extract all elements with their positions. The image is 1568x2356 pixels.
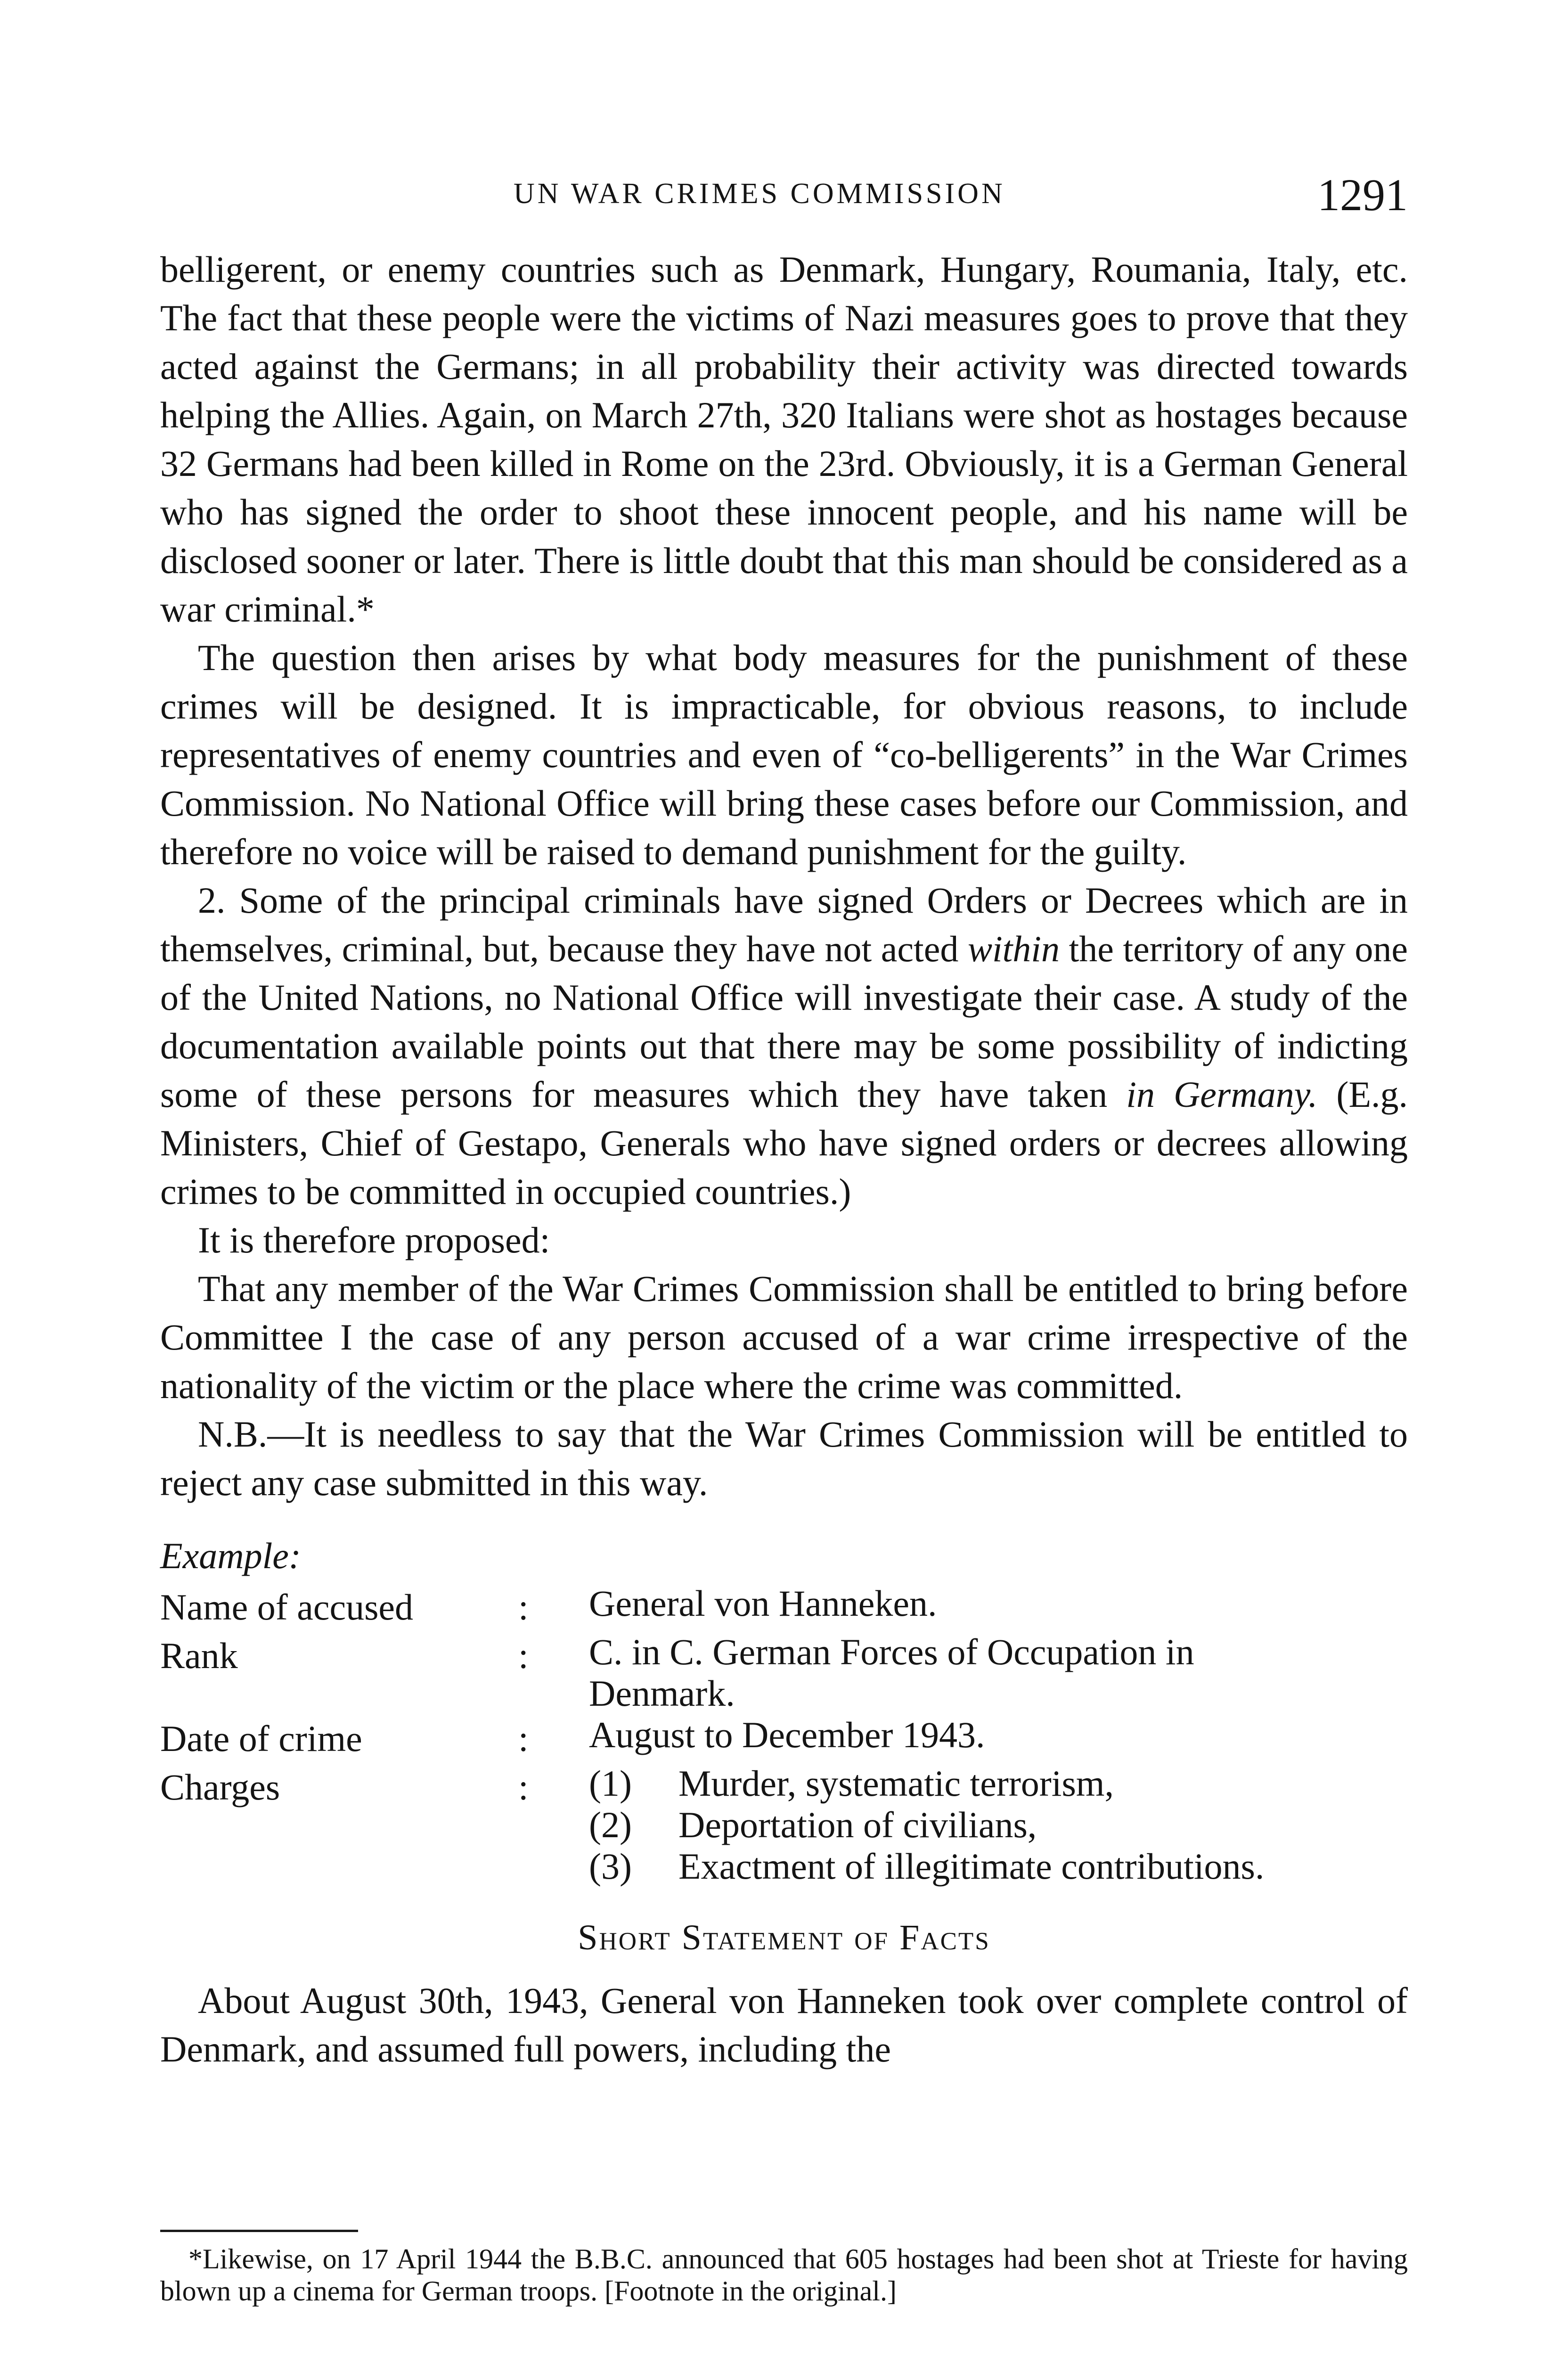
footnote-rule	[160, 2230, 358, 2232]
charge-number: (1)	[589, 1763, 632, 1804]
colon: :	[518, 1767, 529, 1808]
paragraph-3-part-c: (E.g. Ministers, Chief of Gestapo, Generals who have signed orders or decrees allowing crimes to be committed in occupied countries.)	[160, 1074, 1408, 1212]
charge-number: (2)	[589, 1804, 632, 1845]
section-paragraph: About August 30th, 1943, General von Hanneken took over complete control of Denmark, and assumed full powers, including the	[160, 1980, 1408, 2070]
rank-value	[589, 1631, 1408, 1714]
paragraph-2: The question then arises by what body measures for the punishment of these crimes will be designed. It is impracticable, for obvious reasons, to include representatives of enemy countries and even of “co-belligerents” in the War Crimes Commission. No National Office will bring these cases before our Commission, and therefore no voice will be raised to demand punishment for the guilty.	[160, 637, 1408, 872]
colon: :	[518, 1635, 529, 1676]
paragraph-6: N.B.—It is needless to say that the War Crimes Commission will be entitled to reject any case submitted in this way.	[160, 1414, 1408, 1503]
example-table	[160, 1583, 1408, 1887]
paragraph-3-part-a: 2. Some of the principal criminals have signed Orders or Decrees which are in themselves, criminal, but, because they have not acted	[160, 880, 1408, 969]
name-of-accused-value: General von Hanneken.	[589, 1583, 937, 1624]
page-number: 1291	[1317, 170, 1408, 220]
paragraph-1: belligerent, or enemy countries such as Denmark, Hungary, Roumania, Italy, etc. The fact that these people were the victims of Nazi measures goes to prove that they acted against the Germans; in all probability their activity was directed towards helping the Allies. Again, on March 27th, 320 Italians were shot as hostages because 32 Germans had been killed in Rome on the 23rd. Obviously, it is a German General who has signed the order to shoot these innocent people, and his name will be disclosed sooner or later. There is little doubt that this man should be considered as a war criminal.*	[160, 249, 1408, 630]
colon: :	[518, 1587, 529, 1628]
rank-value-line-2: Denmark.	[589, 1673, 735, 1714]
table-row-date	[160, 1714, 1408, 1763]
charge-text: Murder, systematic terrorism,	[678, 1763, 1114, 1804]
colon: :	[518, 1718, 529, 1759]
table-row-rank	[160, 1631, 1408, 1714]
page-header	[160, 169, 1408, 225]
running-head: UN WAR CRIMES COMMISSION	[514, 178, 1005, 210]
charge-text: Deportation of civilians,	[678, 1804, 1037, 1845]
paragraph-4: It is therefore proposed:	[198, 1219, 550, 1260]
rank-value-line-1: C. in C. German Forces of Occupation in	[589, 1631, 1194, 1672]
paragraph-3-part-b: the territory of any one of the United Nations, no National Office will investigate their case. A study of the documentation available points out that there may be some possibility of indicting some of these persons for measures which they have taken	[160, 928, 1408, 1115]
example-label: Example:	[160, 1535, 301, 1576]
emphasis-within: within	[967, 928, 1060, 969]
charge-item	[589, 1846, 1408, 1887]
date-of-crime-value: August to December 1943.	[589, 1714, 985, 1755]
table-row-name	[160, 1583, 1408, 1631]
charge-item	[589, 1804, 1408, 1846]
table-row-charges	[160, 1763, 1408, 1887]
charge-number: (3)	[589, 1846, 632, 1887]
rank-label: Rank	[160, 1635, 238, 1676]
body-text	[160, 245, 1408, 2073]
charges-label: Charges	[160, 1767, 280, 1808]
charge-item	[589, 1763, 1408, 1804]
name-of-accused-label: Name of accused	[160, 1587, 414, 1628]
charge-text: Exactment of illegitimate contributions.	[678, 1846, 1265, 1887]
footnote	[160, 2243, 1408, 2307]
date-of-crime-label: Date of crime	[160, 1718, 362, 1759]
emphasis-in-germany: in Germany.	[1126, 1074, 1318, 1115]
paragraph-5: That any member of the War Crimes Commission shall be entitled to bring before Committee I the case of any person accused of a war crime irrespective of the nationality of the victim or the place where the crime was committed.	[160, 1268, 1408, 1406]
section-title: Short Statement of Facts	[578, 1918, 990, 1957]
paragraph-3	[160, 876, 1408, 1216]
footnote-text: *Likewise, on 17 April 1944 the B.B.C. announced that 605 hostages had been shot at Trieste for having blown up a cinema for German troops. [Footnote in the original.]	[160, 2243, 1408, 2307]
charges-list	[589, 1763, 1408, 1887]
